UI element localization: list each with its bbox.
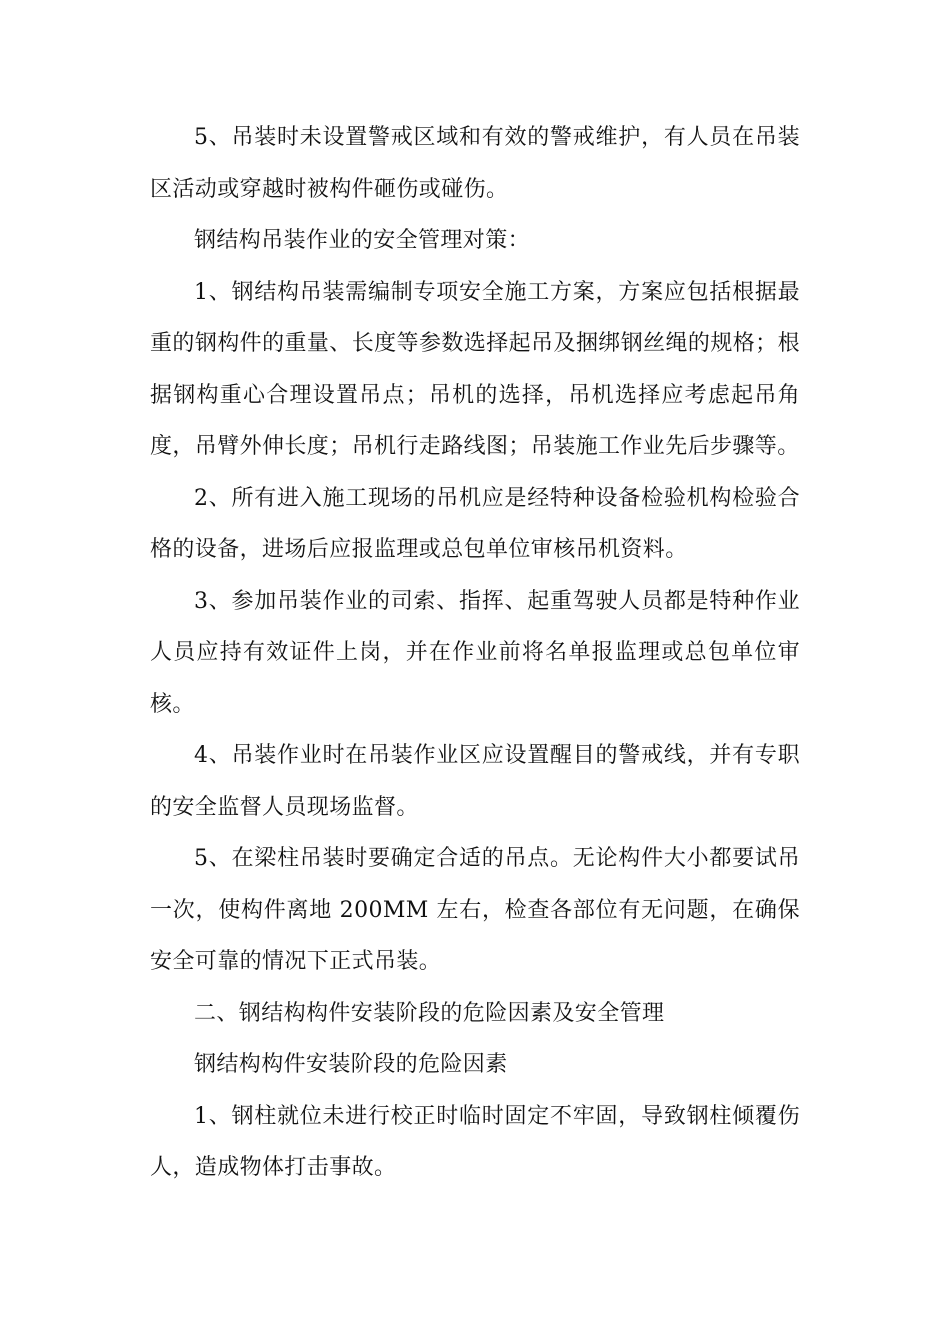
paragraph-countermeasures-heading: 钢结构吊装作业的安全管理对策： [194,228,531,253]
paragraph-measure-5: 5、在梁柱吊装时要确定合适的吊点。无论构件大小都要试吊一次，使构件离地 200MM 左右，检查各部位有无问题，在确保安全可靠的情况下正式吊装。 [150,846,800,974]
section-heading-installation: 二、钢结构构件安装阶段的危险因素及安全管理 [194,1000,665,1026]
paragraph-measure-2: 2、所有进入施工现场的吊机应是经特种设备检验机构检验合格的设备，进场后应报监理或总包单位审核吊机资料。 [150,485,800,562]
subheading-installation-hazards: 钢结构构件安装阶段的危险因素 [194,1052,508,1077]
paragraph-measure-3: 3、参加吊装作业的司索、指挥、起重驾驶人员都是特种作业人员应持有效证件上岗，并在作业前将名单报监理或总包单位审核。 [150,588,800,717]
paragraph-measure-1: 1、钢结构吊装需编制专项安全施工方案，方案应包括根据最重的钢构件的重量、长度等参数选择起吊及捆绑钢丝绳的规格；根据钢构重心合理设置吊点；吊机的选择，吊机选择应考虑起吊角度，吊臂外伸长度；吊机行走路线图；吊装施工作业先后步骤等。 [150,279,800,459]
paragraph-installation-hazard-1: 1、钢柱就位未进行校正时临时固定不牢固，导致钢柱倾覆伤人，造成物体打击事故。 [150,1103,800,1180]
paragraph-hazard-5: 5、吊装时未设置警戒区域和有效的警戒维护，有人员在吊装区活动或穿越时被构件砸伤或碰伤。 [150,125,800,202]
paragraph-measure-4: 4、吊装作业时在吊装作业区应设置醒目的警戒线，并有专职的安全监督人员现场监督。 [150,743,800,820]
document-body [150,112,800,1194]
